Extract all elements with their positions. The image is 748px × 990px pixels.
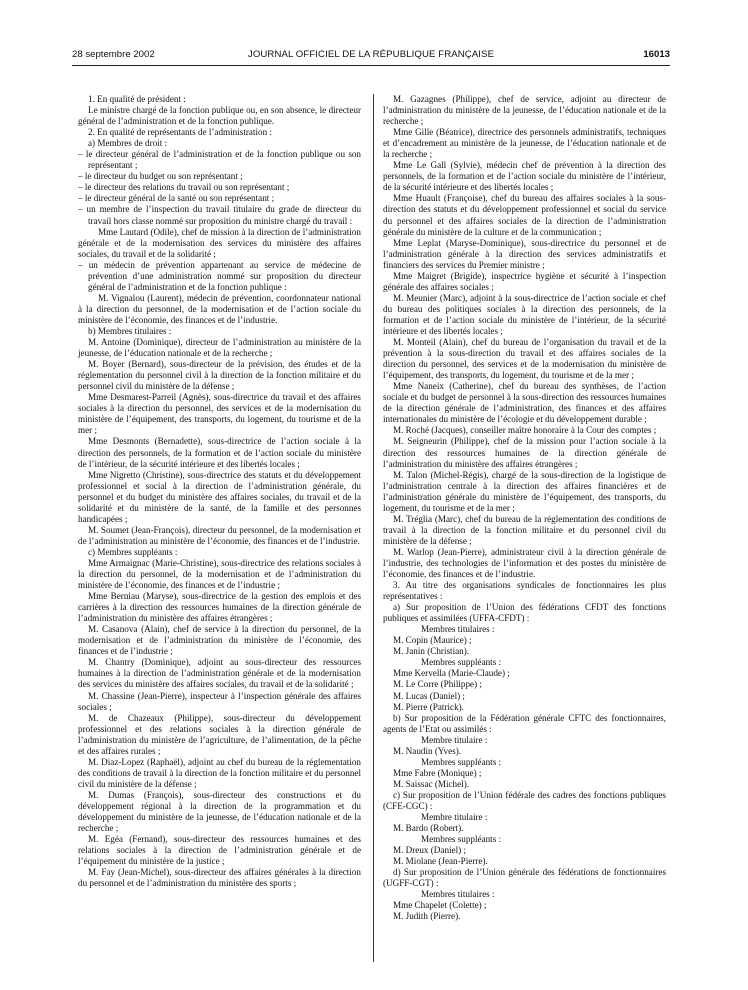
paragraph: c) Sur proposition de l’Union fédérale des cadres des fonctions publiques (CFE-CGC) : <box>383 789 666 811</box>
header-date: 28 septembre 2002 <box>72 49 155 60</box>
page-number: 16013 <box>643 49 670 60</box>
section-subheading: Membres suppléants : <box>421 834 502 845</box>
member-name: M. Lucas (Daniel) ; <box>393 690 465 701</box>
paragraph: M. Monteil (Alain), chef du bureau de l’organisation du travail et de la prévention à la sous-direction du travail et des affaires sociales de la direction du personnel, des services et de la modernisation du ministère de l’équipement, des transports, du logement, du tourisme et de la mer ; <box>383 337 666 381</box>
journal-title: JOURNAL OFFICIEL DE LA RÉPUBLIQUE FRANÇAISE <box>247 49 495 60</box>
paragraph: Mme Armaignac (Marie-Christine), sous-directrice des relations sociales à la direction du personnel, de la modernisation et de l’administration du ministère de l’économie, des finances et de l’industrie ; <box>78 557 361 591</box>
paragraph: d) Sur proposition de l’Union générale des fédérations de fonctionnaires (UGFF-CGT) : <box>383 867 666 889</box>
paragraph: c) Membres suppléants : <box>88 546 178 557</box>
paragraph: Mme Lautard (Odile), chef de mission à la direction de l’administration générale et de la modernisation des services du ministère des affaires sociales, du travail et de la solidarité ; <box>78 226 361 259</box>
member-name: Mme Fabre (Monique) ; <box>393 767 482 778</box>
paragraph: M. Tréglia (Marc), chef du bureau de la réglementation des conditions de travail à la direction de la fonction militaire et du personnel civil du ministère de la défense ; <box>383 513 666 546</box>
paragraph: – le directeur général de l’administration et de la fonction publique ou son représentant ; <box>78 149 361 171</box>
paragraph: Mme Leplat (Maryse-Dominique), sous-directrice du personnel et de l’administration générale à la direction des services administratifs et financiers des services du Premier ministre ; <box>383 237 666 270</box>
paragraph: 2. En qualité de représentants de l’administration : <box>88 127 272 138</box>
paragraph: M. Roché (Jacques), conseiller maître honoraire à la Cour des comptes ; <box>393 425 657 436</box>
paragraph: M. Dumas (François), sous-directeur des constructions et du développement régional à la direction de la programmation et du développement du ministère de la jeunesse, de l’éducation nationale et de la recherche ; <box>78 789 361 834</box>
paragraph: Mme Nigretto (Christine), sous-directrice des statuts et du développement professionnel et social à la direction de l’administration générale, du personnel et du budget du ministère des affaires sociales, du travail et de la solidarité et du ministère de la santé, de la famille et des personnes handicapées ; <box>78 469 361 524</box>
paragraph: M. Soumet (Jean-François), directeur du personnel, de la modernisation et de l’administration au ministère de l’économie, des finances et de l’industrie. <box>78 524 361 546</box>
paragraph: M. Boyer (Bernard), sous-directeur de la prévision, des études et de la réglementation du personnel civil à la direction de la fonction militaire et du personnel civil du ministère de la défense ; <box>78 359 361 392</box>
member-name: M. Janin (Christian). <box>393 646 470 657</box>
paragraph: Mme Gille (Béatrice), directrice des personnels administratifs, techniques et d’encadrement au ministère de la jeunesse, de l’éducation nationale et de la recherche ; <box>383 127 666 160</box>
paragraph: M. Seigneurin (Philippe), chef de la mission pour l’action sociale à la direction des ressources humaines de la direction générale de l’administration du ministère des affaires étrangères ; <box>383 436 666 469</box>
paragraph: M. Chantry (Dominique), adjoint au sous-directeur des ressources humaines à la direction de l’administration générale et de la modernisation des services du ministère des affaires sociales, du travail et de la solidarité ; <box>78 657 361 690</box>
paragraph: Mme Naneix (Catherine), chef du bureau des synthèses, de l’action sociale et du budget de personnel à la sous-direction des ressources humaines de la direction générale de l’administration, des finances et des affaires internationales du ministère de l’écologie et du développement durable ; <box>383 381 666 425</box>
paragraph: M. Casanova (Alain), chef de service à la direction du personnel, de la modernisation et de l’administration du ministère de l’économie, des finances et de l’industrie ; <box>78 624 361 657</box>
paragraph: M. Fay (Jean-Michel), sous-directeur des affaires générales à la direction du personnel et de l’administration du ministère des sports ; <box>78 867 361 889</box>
section-subheading: Membres suppléants : <box>421 756 502 767</box>
paragraph: Mme Maigret (Brigide), inspectrice hygiène et sécurité à l’inspection générale des affaires sociales ; <box>383 270 666 292</box>
member-name: Mme Kervella (Marie-Claude) ; <box>393 668 510 679</box>
paragraph: – le directeur des relations du travail ou son représentant ; <box>78 182 361 193</box>
paragraph: Mme Huault (Françoise), chef du bureau des affaires sociales à la sous-direction des statuts et du développement professionnel et social du service du personnel et des affaires sociales de la direction de l’administration générale du ministère de la culture et de la communication ; <box>383 193 666 237</box>
section-subheading: Membre titulaire : <box>421 812 488 823</box>
paragraph: M. Egéa (Fernand), sous-directeur des ressources humaines et des relations sociales à la direction de l’administration générale et de l’équipement du ministère de la justice ; <box>78 834 361 867</box>
left-column <box>78 94 361 889</box>
paragraph: Mme Le Gall (Sylvie), médecin chef de prévention à la direction des personnels, de la formation et de l’action sociale du ministère de l’intérieur, de la sécurité intérieure et des libertés locales ; <box>383 160 666 193</box>
paragraph: a) Sur proposition de l’Union des fédérations CFDT des fonctions publiques et assimilées (UFFA-CFDT) : <box>383 602 666 624</box>
paragraph: M. Antoine (Dominique), directeur de l’administration au ministère de la jeunesse, de l’éducation nationale et de la recherche ; <box>78 337 361 359</box>
member-name: M. Bardo (Robert). <box>393 823 464 834</box>
paragraph: Mme Berniau (Maryse), sous-directrice de la gestion des emplois et des carrières à la direction des ressources humaines de la direction générale de l’administration du ministère des affaires étrangères ; <box>78 591 361 624</box>
paragraph: M. Gazagnes (Philippe), chef de service, adjoint au directeur de l’administration du ministère de la jeunesse, de l’éducation nationale et de la recherche ; <box>383 94 666 127</box>
paragraph: – le directeur général de la santé ou son représentant ; <box>78 193 361 204</box>
paragraph: M. Talon (Michel-Régis), chargé de la sous-direction de la logistique de l’administration centrale à la direction des affaires financières et de l’administration générale du ministère de l’équipement, des transports, du logement, du tourisme et de la mer ; <box>383 469 666 513</box>
paragraph: M. Chassine (Jean-Pierre), inspecteur à l’inspection générale des affaires sociales ; <box>78 690 361 712</box>
section-subheading: Membres titulaires : <box>421 624 495 635</box>
paragraph: Le ministre chargé de la fonction publique ou, en son absence, le directeur général de l’administration et de la fonction publique. <box>78 105 361 127</box>
member-name: M. Copin (Maurice) ; <box>393 635 472 646</box>
member-name: M. Pierre (Patrick). <box>393 701 464 712</box>
member-name: M. Saissac (Michel). <box>393 778 470 789</box>
section-subheading: Membre titulaire : <box>421 734 488 745</box>
paragraph: 1. En qualité de président : <box>88 94 186 104</box>
paragraph: a) Membres de droit : <box>88 138 168 149</box>
paragraph: M. Vignalou (Laurent), médecin de prévention, coordonnateur national à la direction du personnel, de la modernisation et de l’action sociale du ministère de l’économie, des finances et de l’industrie. <box>78 292 361 325</box>
paragraph: M. Warlop (Jean-Pierre), administrateur civil à la direction générale de l’industrie, des technologies de l’information et des postes du ministère de l’économie, des finances et de l’industrie. <box>383 546 666 580</box>
member-name: M. Dreux (Daniel) ; <box>393 845 466 856</box>
member-name: M. Naudin (Yves). <box>393 745 462 756</box>
member-name: Mme Chapelet (Colette) ; <box>393 900 487 911</box>
paragraph: – le directeur du budget ou son représentant ; <box>78 171 361 182</box>
section-subheading: Membres suppléants : <box>421 657 502 668</box>
header-rule <box>72 65 670 66</box>
member-name: M. Le Corre (Philippe) ; <box>393 679 482 690</box>
paragraph: – un médecin de prévention appartenant au service de médecine de prévention d’une administration nommé sur proposition du directeur général de l’administration et de la fonction publique : <box>78 260 361 293</box>
paragraph: Mme Desmonts (Bernadette), sous-directrice de l’action sociale à la direction des personnels, de la formation et de l’action sociale du ministère de l’intérieur, de la sécurité intérieure et des libertés locales ; <box>78 436 361 469</box>
paragraph: b) Sur proposition de la Fédération générale CFTC des fonctionnaires, agents de l’Etat ou assimilés : <box>383 712 666 734</box>
page-header <box>72 49 670 63</box>
paragraph: 3. Au titre des organisations syndicales de fonctionnaires les plus représentatives : <box>383 580 666 602</box>
paragraph: M. Meunier (Marc), adjoint à la sous-directrice de l’action sociale et chef du bureau des politiques sociales à la direction des personnels, de la formation et de l’action sociale du ministère de l’intérieur, de la sécurité intérieure et des libertés locales ; <box>383 292 666 336</box>
paragraph: Mme Desmarest-Parreil (Agnès), sous-directrice du travail et des affaires sociales à la direction du personnel, des services et de la modernisation du ministère de l’équipement, des transports, du logement, du tourisme et de la mer ; <box>78 392 361 436</box>
section-subheading: Membres titulaires : <box>421 889 495 900</box>
paragraph: M. de Chazeaux (Philippe), sous-directeur du développement professionnel et des relations sociales à la direction générale de l’administration du ministère de l’agriculture, de l’alimentation, de la pêche et des affaires rurales ; <box>78 712 361 756</box>
member-name: M. Judith (Pierre). <box>393 911 461 922</box>
member-name: M. Miolane (Jean-Pierre). <box>393 856 488 867</box>
paragraph: – un membre de l’inspection du travail titulaire du grade de directeur du travail hors classe nommé sur proposition du ministre chargé du travail : <box>78 204 361 226</box>
column-divider <box>373 94 374 962</box>
right-column <box>383 94 666 923</box>
paragraph: b) Membres titulaires : <box>88 325 172 336</box>
paragraph: M. Diaz-Lopez (Raphaël), adjoint au chef du bureau de la réglementation des conditions de travail à la direction de la fonction militaire et du personnel civil du ministère de la défense ; <box>78 756 361 789</box>
